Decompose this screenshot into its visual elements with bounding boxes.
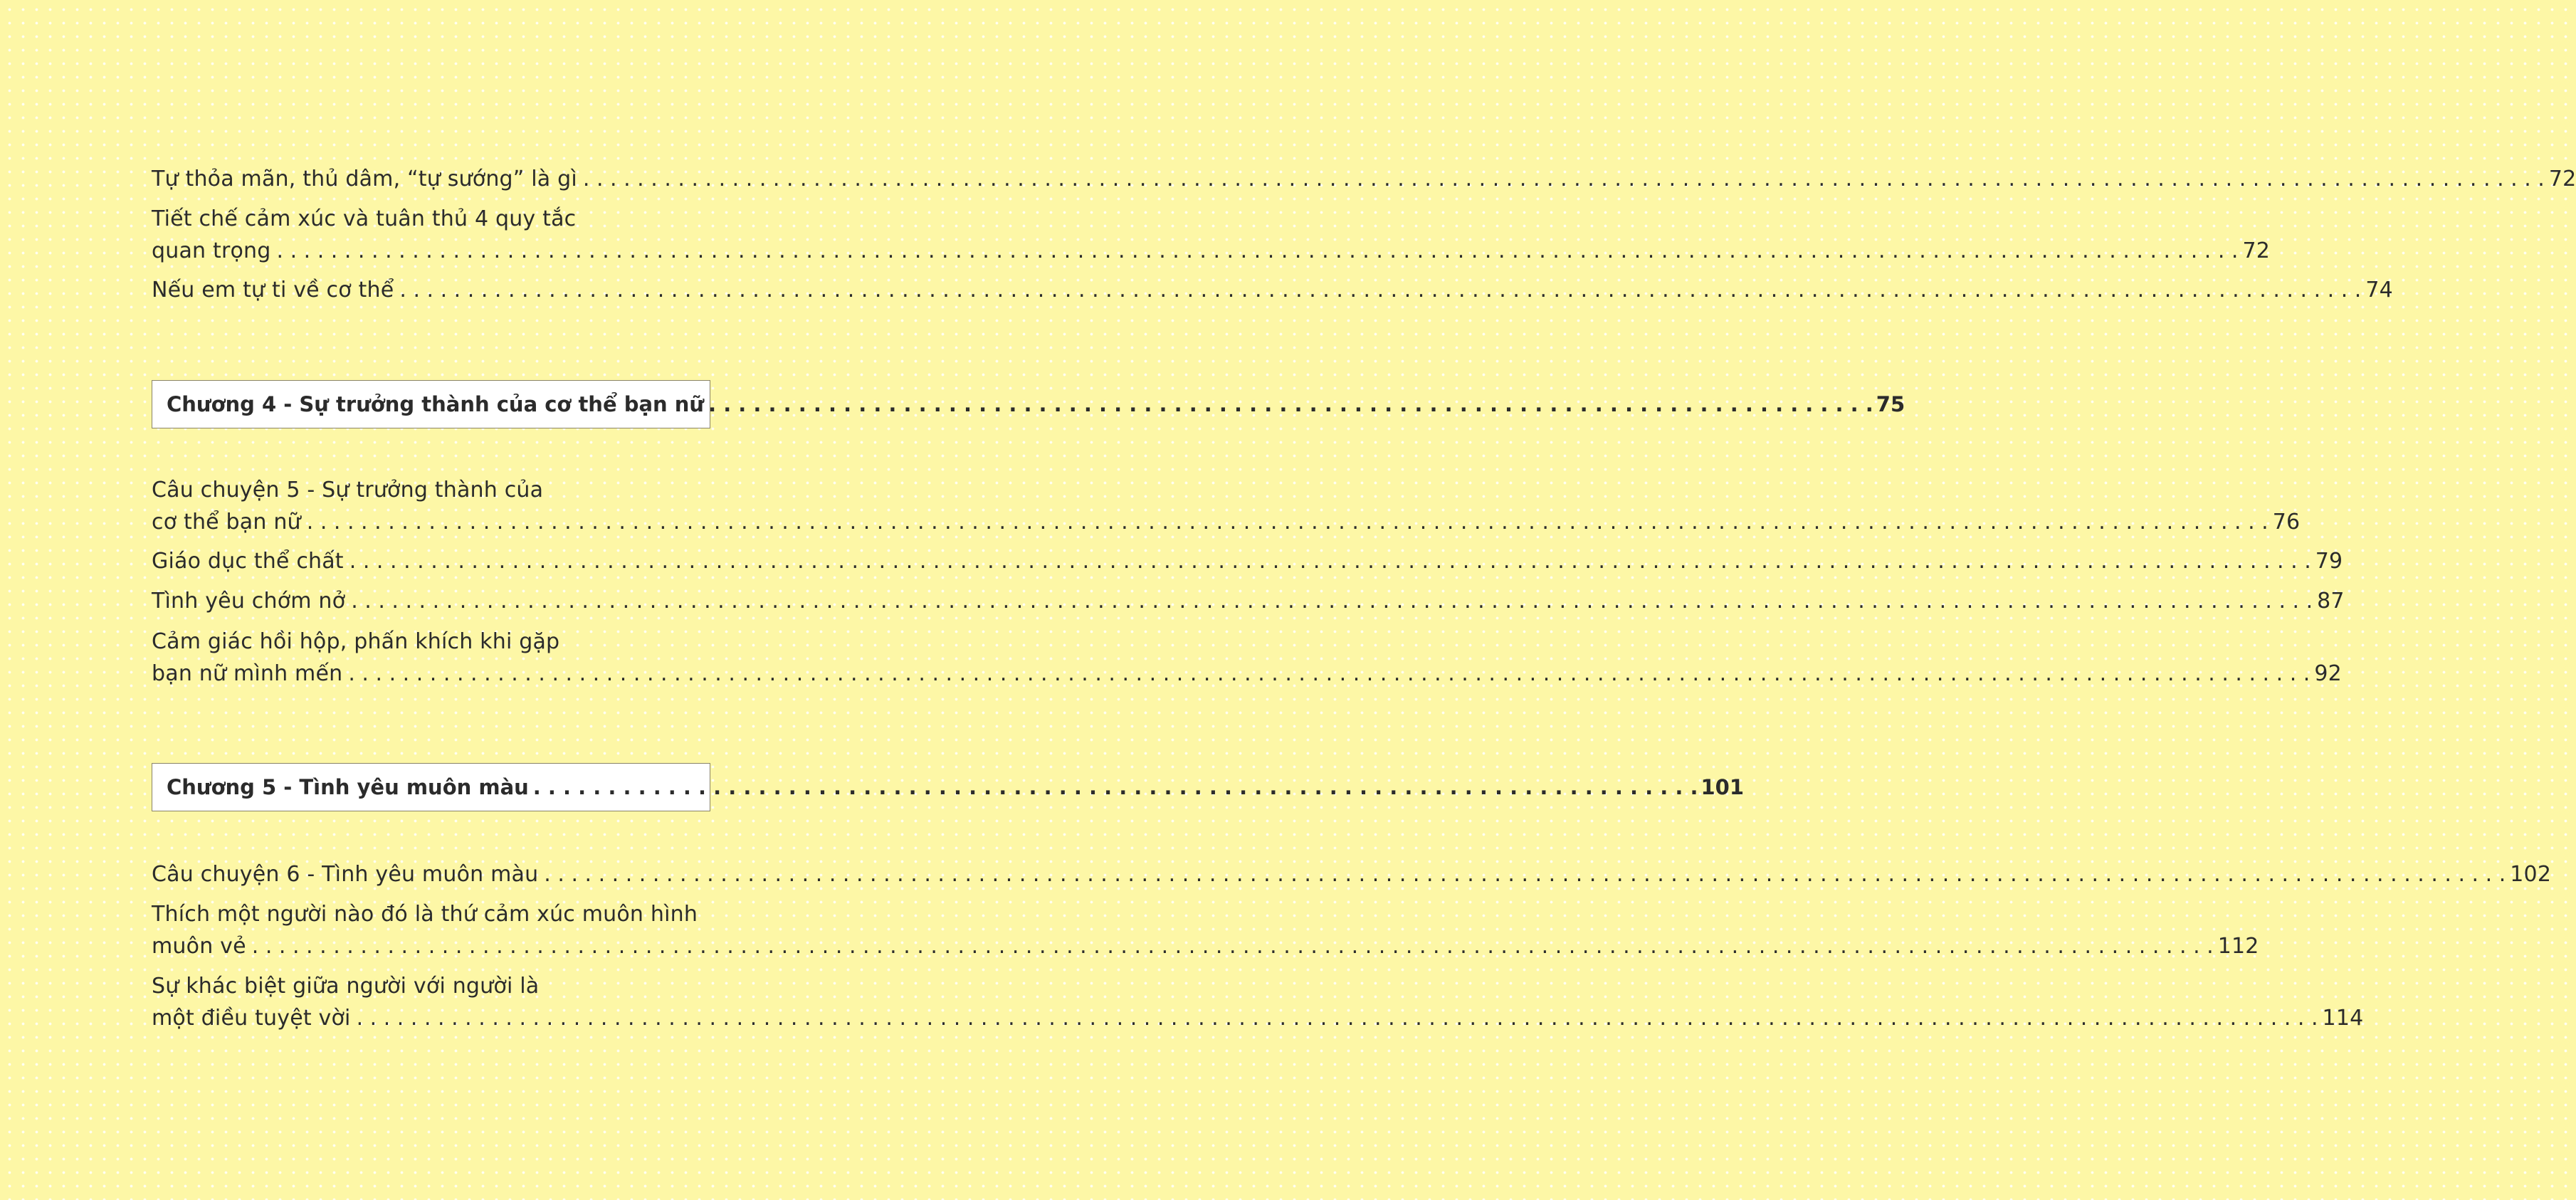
toc-entry-title: Giáo dục thể chất (152, 549, 344, 574)
dot-leader (577, 163, 2549, 195)
toc-entry[interactable] (152, 203, 2271, 267)
toc-entry-page: 74 (2365, 278, 2393, 302)
toc-entry[interactable] (152, 626, 2342, 690)
toc-entry-title: muôn vẻ (152, 934, 246, 959)
toc-entry[interactable] (152, 163, 2576, 195)
toc-entry-page: 76 (2272, 510, 2301, 535)
toc-entry-page: 102 (2510, 862, 2552, 887)
dot-leader (246, 930, 2218, 962)
dot-leader (704, 392, 1876, 416)
chapter-page: 101 (1700, 775, 1745, 799)
dot-leader (345, 585, 2317, 617)
toc-entry-title: quan trọng (152, 238, 271, 263)
chapter-title: Chương 5 - Tình yêu muôn màu (167, 775, 529, 799)
dot-leader (538, 858, 2510, 890)
dot-leader (529, 775, 1701, 799)
toc-entry[interactable] (152, 970, 2364, 1034)
dot-leader (271, 235, 2243, 267)
toc-entry[interactable] (152, 858, 2552, 890)
dot-leader (344, 545, 2315, 577)
toc-entry-title: Tự thỏa mãn, thủ dâm, “tự sướng” là gì (152, 167, 577, 191)
toc-entry[interactable] (152, 898, 2259, 962)
toc-entry-title: Câu chuyện 6 - Tình yêu muôn màu (152, 862, 539, 887)
toc-entry[interactable] (152, 545, 2343, 577)
toc-entry-page: 92 (2314, 661, 2342, 686)
toc-entry-title: một điều tuyệt vời (152, 1006, 351, 1031)
toc-entry-page: 72 (2242, 238, 2271, 263)
toc-entry-title: Tình yêu chớm nở (152, 589, 346, 614)
toc-entry-title-line1: Thích một người nào đó là thứ cảm xúc muôn hình (152, 902, 698, 927)
toc-entry-title: bạn nữ mình mến (152, 661, 343, 686)
chapter-heading[interactable] (152, 380, 1905, 428)
chapter-page: 75 (1876, 392, 1905, 416)
chapter-title: Chương 4 - Sự trưởng thành của cơ thể bạn nữ (167, 392, 705, 416)
toc-entry-page: 112 (2217, 934, 2259, 959)
toc-entry-title-line1: Sự khác biệt giữa người với người là (152, 974, 540, 999)
toc-entry-title-line1: Tiết chế cảm xúc và tuân thủ 4 quy tắc (152, 206, 577, 231)
chapter-heading[interactable] (152, 763, 1745, 811)
toc-entry-page: 79 (2315, 549, 2343, 574)
toc-entry-title-line1: Cảm giác hồi hộp, phấn khích khi gặp (152, 629, 560, 654)
dot-leader (342, 658, 2314, 690)
toc-entry[interactable] (152, 274, 2393, 306)
dot-leader (394, 274, 2365, 306)
toc-entry[interactable] (152, 585, 2345, 617)
toc-entry[interactable] (152, 474, 2301, 538)
dot-leader (351, 1002, 2323, 1034)
toc-entry-title-line1: Câu chuyện 5 - Sự trưởng thành của (152, 478, 544, 502)
toc-entry-title: cơ thể bạn nữ (152, 510, 301, 535)
toc-entry-page: 114 (2322, 1006, 2364, 1031)
toc-entry-page: 72 (2548, 167, 2576, 191)
dot-leader (301, 506, 2273, 538)
toc-entry-title: Nếu em tự ti về cơ thể (152, 278, 394, 302)
toc-entry-page: 87 (2317, 589, 2345, 614)
